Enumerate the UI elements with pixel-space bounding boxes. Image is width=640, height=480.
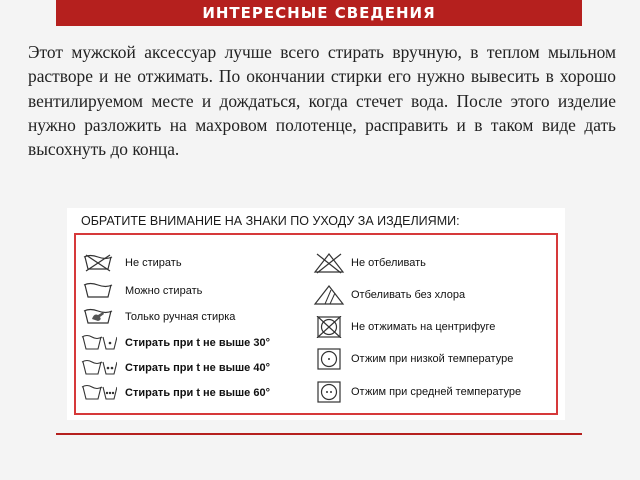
- care-label: Стирать при t не выше 30°: [125, 337, 270, 349]
- care-label: Можно стирать: [125, 285, 203, 297]
- no-wash-icon: [81, 252, 117, 274]
- care-label: Отжим при средней температуре: [351, 386, 522, 398]
- footer-divider: [56, 433, 582, 435]
- care-row-wash-40: [81, 357, 270, 379]
- care-row-hand-wash: [81, 306, 235, 328]
- care-label: Не отжимать на центрифуге: [351, 321, 496, 333]
- non-chlorine-bleach-icon: [311, 284, 347, 306]
- care-row-tumble-dry-low: [311, 348, 513, 370]
- care-row-no-wash: [81, 252, 182, 274]
- body-paragraph: Этот мужской аксессуар лучше всего стирать вручную, в теплом мыльном растворе и не отжимать. По окончании стирки его нужно вывесить в хорошо вентилируемом месте и дождаться, когда стечет вода. После этого изделие нужно разложить на махровом полотенце, расправить и в таком виде дать высохнуть до конца.: [28, 42, 616, 160]
- care-label: Стирать при t не выше 60°: [125, 387, 270, 399]
- care-row-non-chlorine-bleach: [311, 284, 465, 306]
- no-tumble-dry-icon: [311, 316, 347, 338]
- wash-30-icon: [81, 332, 117, 354]
- wash-60-icon: [81, 382, 117, 404]
- care-row-tumble-dry-medium: [311, 381, 521, 403]
- no-bleach-icon: [311, 252, 347, 274]
- tumble-dry-low-icon: [311, 348, 347, 370]
- care-row-wash-60: [81, 382, 270, 404]
- care-label: Только ручная стирка: [125, 311, 236, 323]
- care-row-wash: [81, 280, 202, 302]
- care-row-wash-30: [81, 332, 270, 354]
- wash-40-icon: [81, 357, 117, 379]
- care-label: Не отбеливать: [351, 257, 426, 269]
- banner-title: ИНТЕРЕСНЫЕ СВЕДЕНИЯ: [202, 4, 436, 22]
- care-label: Стирать при t не выше 40°: [125, 362, 270, 374]
- care-row-no-tumble-dry: [311, 316, 495, 338]
- care-label: Не стирать: [125, 257, 182, 269]
- care-symbols-card: [67, 208, 565, 420]
- hand-wash-icon: [81, 306, 117, 328]
- care-label: Отжим при низкой температуре: [351, 353, 514, 365]
- tumble-dry-medium-icon: [311, 381, 347, 403]
- section-banner: [56, 0, 582, 26]
- care-row-no-bleach: [311, 252, 426, 274]
- care-label: Отбеливать без хлора: [351, 289, 466, 301]
- wash-icon: [81, 280, 117, 302]
- care-card-title: ОБРАТИТЕ ВНИМАНИЕ НА ЗНАКИ ПО УХОДУ ЗА ИЗДЕЛИЯМИ:: [81, 214, 460, 228]
